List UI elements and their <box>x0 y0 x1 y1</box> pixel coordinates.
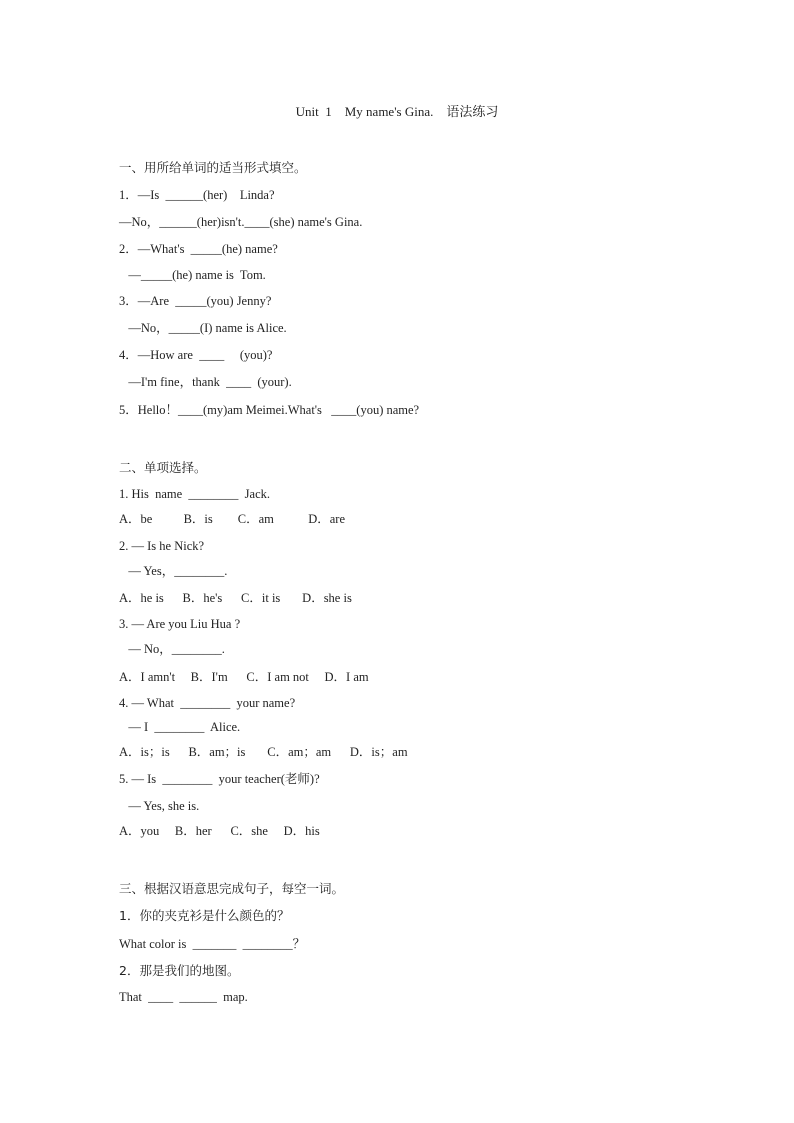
s2-line-2: A．be B．is C．am D．are <box>119 512 346 526</box>
s2-line-13: — Yes, she is. <box>119 799 200 813</box>
s1-line-3: 2．—What's _____(he) name? <box>119 242 278 256</box>
s2-line-1: 1. His name ________ Jack. <box>119 487 271 501</box>
s2-line-10: — I ________ Alice. <box>119 720 241 734</box>
section-2-heading: 二、单项选择。 <box>119 460 207 475</box>
s3-line-3: 2．那是我们的地图。 <box>119 963 240 978</box>
section-3-heading: 三、根据汉语意思完成句子，每空一词。 <box>119 881 345 896</box>
s2-line-6: 3. — Are you Liu Hua ? <box>119 617 241 631</box>
s1-line-7: 4．—How are ____ (you)? <box>119 348 273 362</box>
s3-line-4: That ____ ______ map. <box>119 990 248 1004</box>
s2-line-8: A．I amn't B．I'm C．I am not D．I am <box>119 670 369 684</box>
s1-line-8: —I'm fine，thank ____ (your). <box>119 375 292 389</box>
s1-line-4: —_____(he) name is Tom. <box>119 268 266 282</box>
s3-line-1: 1．你的夹克衫是什么颜色的？ <box>119 908 290 923</box>
s1-line-2: —No，______(her)isn't.____(she) name's Gina. <box>119 215 363 229</box>
s2-line-3: 2. — Is he Nick? <box>119 539 205 553</box>
s2-line-9: 4. — What ________ your name? <box>119 696 296 710</box>
s1-line-9: 5．Hello！____(my)am Meimei.What's ____(you) name? <box>119 403 420 417</box>
s1-line-6: —No，_____(I) name is Alice. <box>119 321 287 335</box>
s2-line-5: A．he is B．he's C．it is D．she is <box>119 591 352 605</box>
s3-line-2: What color is _______ ________？ <box>119 937 306 951</box>
s2-line-14: A．you B．her C．she D．his <box>119 824 320 838</box>
s1-line-5: 3．—Are _____(you) Jenny? <box>119 294 272 308</box>
page-title: Unit 1 My name's Gina. 语法练习 <box>295 104 499 119</box>
s2-line-11: A．is；is B．am；is C．am；am D．is；am <box>119 745 408 759</box>
s2-line-12: 5. — Is ________ your teacher(老师)? <box>119 772 320 786</box>
s2-line-7: — No，________. <box>119 642 225 656</box>
s2-line-4: — Yes，________. <box>119 564 228 578</box>
section-1-heading: 一、用所给单词的适当形式填空。 <box>119 160 307 175</box>
s1-line-1: 1．—Is ______(her) Linda? <box>119 188 275 202</box>
